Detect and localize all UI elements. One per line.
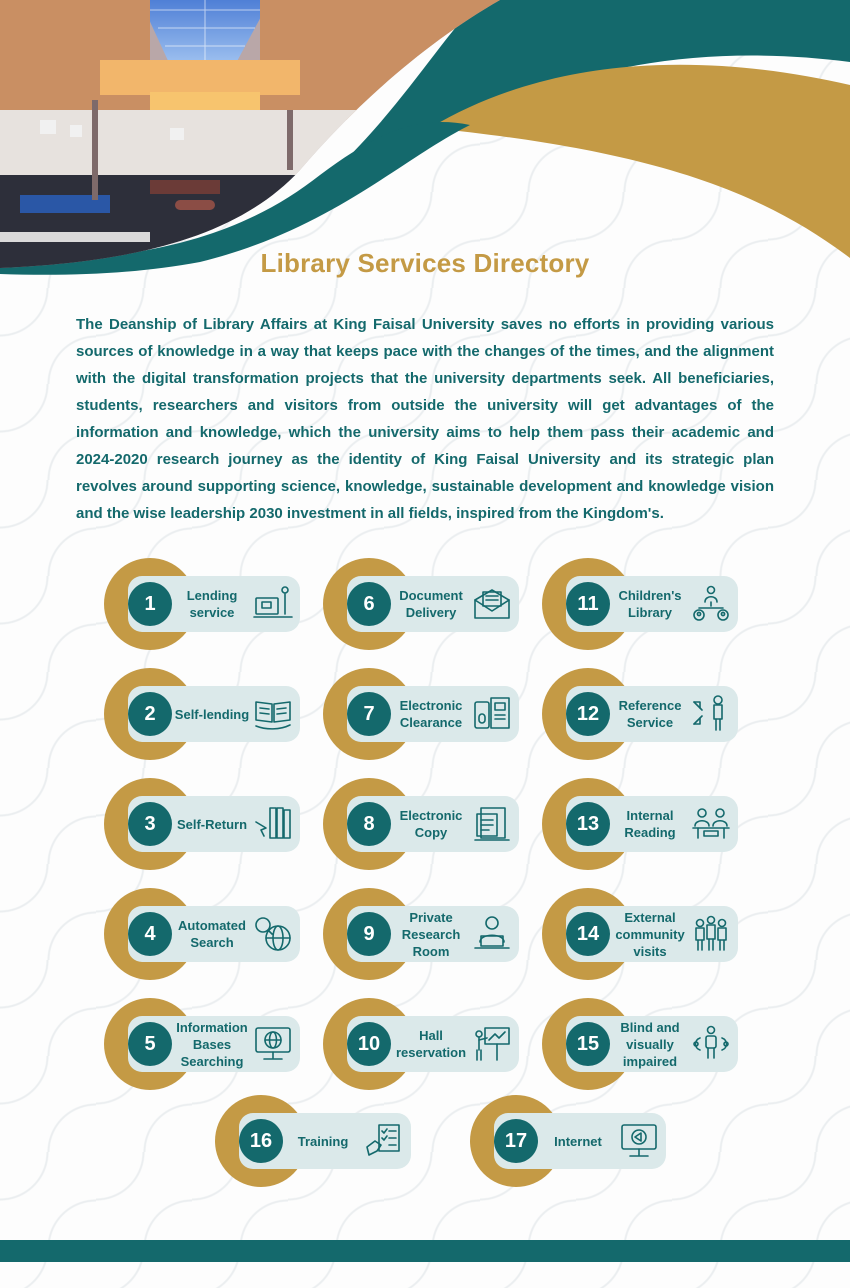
service-number: 4 <box>128 912 172 956</box>
service-card <box>470 1095 670 1187</box>
service-label: Document Delivery <box>399 588 463 620</box>
presentation-board-icon <box>471 1024 513 1064</box>
service-label: External community visits <box>615 909 685 959</box>
monitor-globe-icon <box>252 1024 294 1064</box>
service-card <box>542 558 742 650</box>
service-number: 16 <box>239 1119 283 1163</box>
service-number: 15 <box>566 1022 610 1066</box>
accessibility-person-icon <box>690 1024 732 1064</box>
service-label: Electronic Clearance <box>399 698 463 730</box>
service-number: 10 <box>347 1022 391 1066</box>
service-label: Information Bases Searching <box>176 1019 248 1069</box>
service-card <box>542 888 742 980</box>
service-number: 5 <box>128 1022 172 1066</box>
service-label: Self-lending <box>174 706 250 722</box>
header-art <box>0 0 850 280</box>
service-number: 3 <box>128 802 172 846</box>
service-number: 11 <box>566 582 610 626</box>
service-number: 7 <box>347 692 391 736</box>
intro-paragraph: The Deanship of Library Affairs at King Faisal University saves no efforts in providing various sources of knowledge in a way that keeps pace with the changes of the times, and the alignment with the digital transformation projects that the university departments seek. All beneficiaries, students, researchers and visitors from outside the university will get advantages of the information and knowledge, which the university aims to help them pass their academic and 2024-2020 research journey as the identity of King Faisal University and its strategic plan revolves around supporting science, knowledge, sustainable development and knowledge vision and the wise leadership 2030 investment in all fields, inspired from the Kingdom's. <box>76 316 774 522</box>
search-globe-icon <box>252 914 294 954</box>
service-card <box>323 998 523 1090</box>
service-card <box>215 1095 415 1187</box>
person-arrows-icon <box>690 694 732 734</box>
people-reading-icon <box>690 804 732 844</box>
service-card <box>104 558 304 650</box>
service-number: 8 <box>347 802 391 846</box>
service-card <box>542 778 742 870</box>
service-label: Internet <box>554 1133 602 1149</box>
service-label: Blind and visually impaired <box>620 1019 680 1069</box>
service-label: Hall reservation <box>395 1028 467 1060</box>
children-group-icon <box>690 584 732 624</box>
envelope-document-icon <box>471 584 513 624</box>
service-number: 1 <box>128 582 172 626</box>
service-number: 17 <box>494 1119 538 1163</box>
service-label: Internal Reading <box>624 808 676 840</box>
person-laptop-icon <box>471 914 513 954</box>
service-card <box>104 668 304 760</box>
service-card <box>542 668 742 760</box>
hand-checklist-icon <box>363 1121 405 1161</box>
service-card <box>104 998 304 1090</box>
page-title: Library Services Directory <box>260 248 590 278</box>
service-number: 9 <box>347 912 391 956</box>
service-card <box>104 888 304 980</box>
books-cursor-icon <box>252 804 294 844</box>
community-group-icon <box>690 914 732 954</box>
service-label: Lending service <box>186 588 238 620</box>
service-number: 2 <box>128 692 172 736</box>
monitor-play-icon <box>618 1121 660 1161</box>
open-book-hand-icon <box>252 694 294 734</box>
service-card <box>104 778 304 870</box>
service-card <box>323 668 523 760</box>
service-number: 13 <box>566 802 610 846</box>
service-card <box>323 558 523 650</box>
service-number: 12 <box>566 692 610 736</box>
service-label: Children's Library <box>618 588 682 620</box>
service-label: Training <box>297 1133 349 1149</box>
service-label: Automated Search <box>178 918 246 950</box>
service-label: Electronic Copy <box>399 808 463 840</box>
librarian-desk-icon <box>252 584 294 624</box>
service-card <box>323 778 523 870</box>
service-card <box>323 888 523 980</box>
computer-clearance-icon <box>471 694 513 734</box>
service-number: 14 <box>566 912 610 956</box>
service-label: Self-Return <box>176 816 248 832</box>
service-number: 6 <box>347 582 391 626</box>
service-label: Reference Service <box>618 698 682 730</box>
copy-document-icon <box>471 804 513 844</box>
service-label: Private Research Room <box>401 909 461 959</box>
service-card <box>542 998 742 1090</box>
footer-bar <box>0 1240 850 1262</box>
